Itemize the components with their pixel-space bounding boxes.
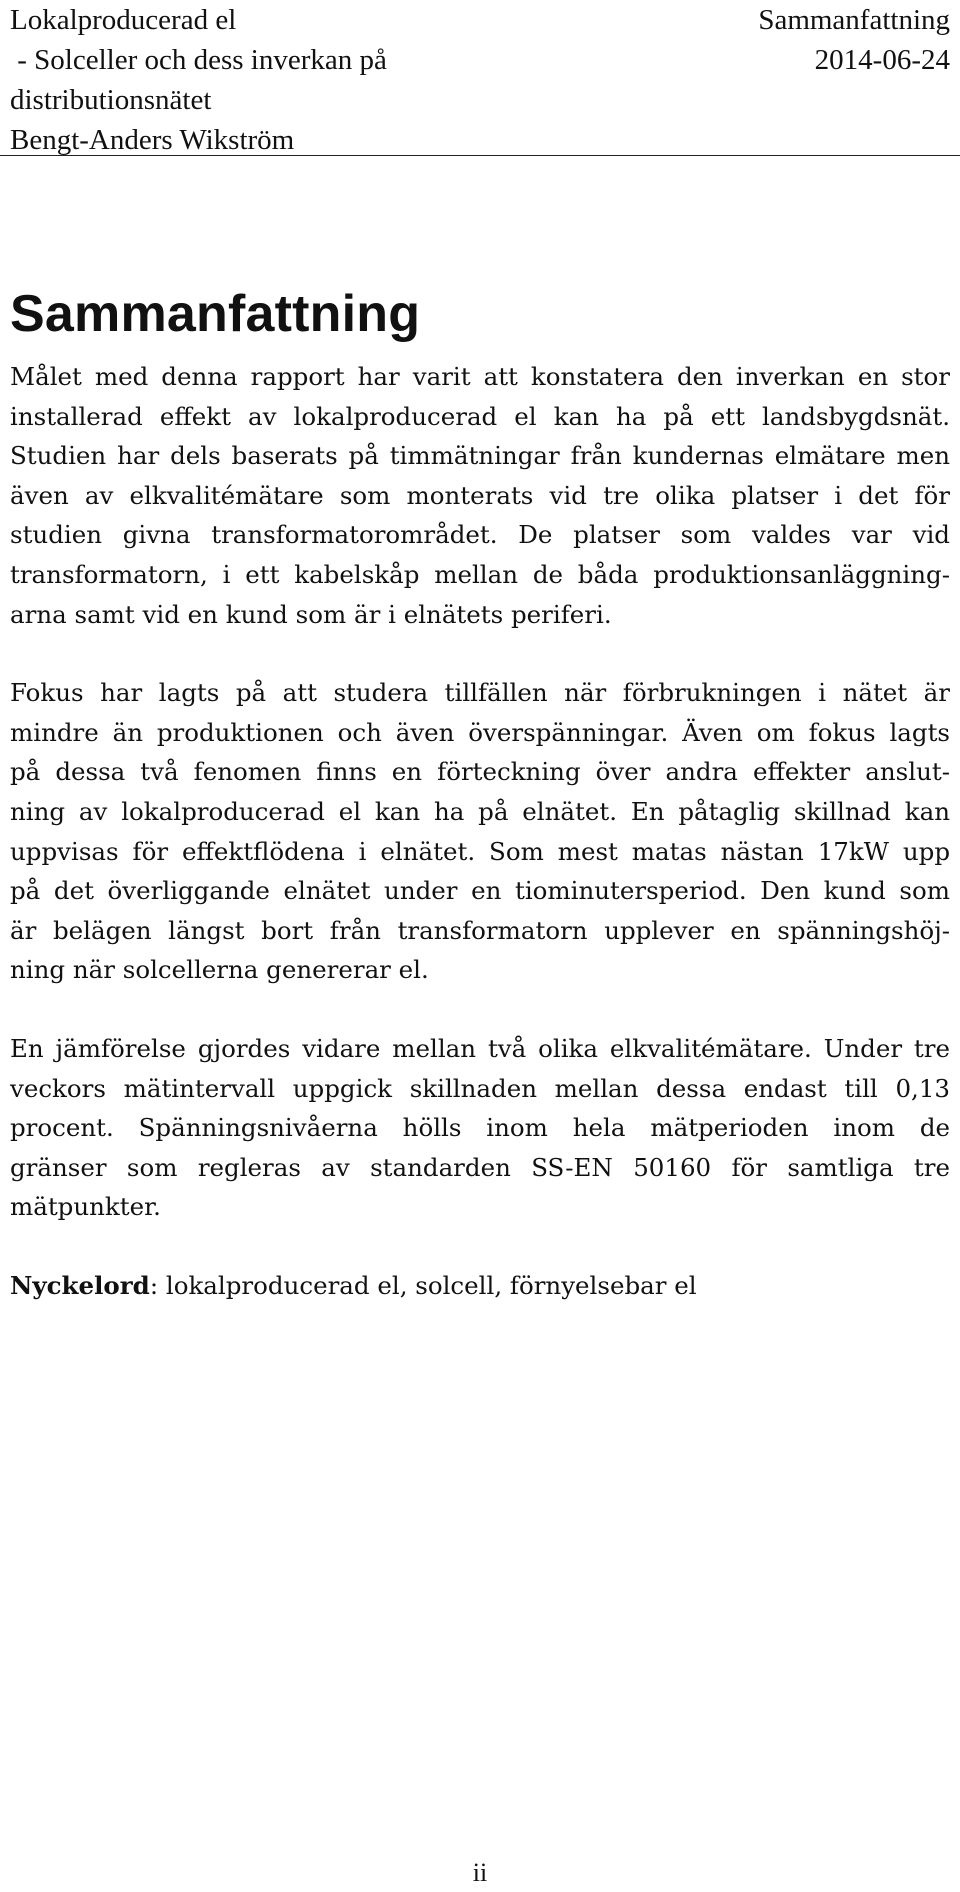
page-header: [0, 0, 960, 156]
paragraph-3: [10, 1029, 950, 1227]
header-author: Bengt-Anders Wikström: [10, 124, 295, 156]
keywords-text: lokalproducerad el, solcell, förnyelsebar el: [158, 1270, 697, 1300]
header-document-info: [10, 0, 570, 160]
paragraph-1-line: Målet med denna rapport har varit att konstatera den inverkan en stor: [10, 362, 950, 391]
paragraph-2-line: på dessa två fenomen finns en förteckning över andra effekter anslut-: [10, 757, 950, 787]
keywords-separator: :: [149, 1270, 159, 1300]
paragraph-2: [10, 673, 950, 990]
paragraph-2-line: Fokus har lagts på att studera tillfällen när förbrukningen i nätet är: [10, 678, 950, 708]
keywords-line: [10, 1266, 950, 1306]
paragraph-2-line: ning av lokalproducerad el kan ha på elnätet. En påtaglig skillnad kan: [10, 796, 950, 826]
paragraph-3-line: gränser som regleras av standarden SS-EN 50160 för samtliga tre: [10, 1152, 950, 1182]
paragraph-2-line: mindre än produktionen och även överspänningar. Även om fokus lagts: [10, 717, 950, 747]
paragraph-3-line: procent. Spänningsnivåerna hölls inom hela mätperioden inom de: [10, 1113, 950, 1143]
abstract-body: [10, 357, 950, 1305]
paragraph-3-line: mätpunkter.: [10, 1192, 161, 1222]
paragraph-3-line: En jämförelse gjordes vidare mellan två olika elkvalitémätare. Under tre: [10, 1033, 950, 1063]
header-title-line-1: Lokalproducerad el: [10, 4, 237, 36]
paragraph-1-line: även av elkvalitémätare som monterats vid tre olika platser i det för: [10, 480, 950, 510]
paragraph-1-line: Studien har dels baserats på timmätningar från kundernas elmätare men: [10, 441, 950, 471]
section-title: Sammanfattning: [10, 285, 421, 343]
paragraph-2-line: uppvisas för effektflödena i elnätet. Som mest matas nästan 17kW upp: [10, 836, 950, 866]
paragraph-1-line: arna samt vid en kund som är i elnätets periferi.: [10, 599, 612, 629]
paragraph-1: [10, 357, 950, 634]
paragraph-1-line: transformatorn, i ett kabelskåp mellan de båda produktionsanläggning-: [10, 559, 950, 589]
paragraph-1-line: studien givna transformatorområdet. De platser som valdes var vid: [10, 520, 950, 550]
paragraph-1-line: installerad effekt av lokalproducerad el kan ha på ett landsbygdsnät.: [10, 401, 950, 431]
header-section-info: [610, 0, 950, 80]
paragraph-3-line: veckors mätintervall uppgick skillnaden mellan dessa endast till 0,13: [10, 1073, 950, 1103]
paragraph-2-line: ning när solcellerna genererar el.: [10, 955, 429, 985]
header-section-name: Sammanfattning: [758, 4, 950, 36]
keywords-label: Nyckelord: [10, 1270, 150, 1300]
paragraph-2-line: på det överliggande elnätet under en tiominutersperiod. Den kund som: [10, 876, 950, 906]
page-number: ii: [472, 1858, 488, 1887]
header-title-line-2: - Solceller och dess inverkan på: [10, 44, 387, 76]
header-title-line-3: distributionsnätet: [10, 84, 212, 116]
paragraph-2-line: är belägen längst bort från transformatorn upplever en spänningshöj-: [10, 915, 950, 945]
header-date: 2014-06-24: [814, 44, 950, 76]
